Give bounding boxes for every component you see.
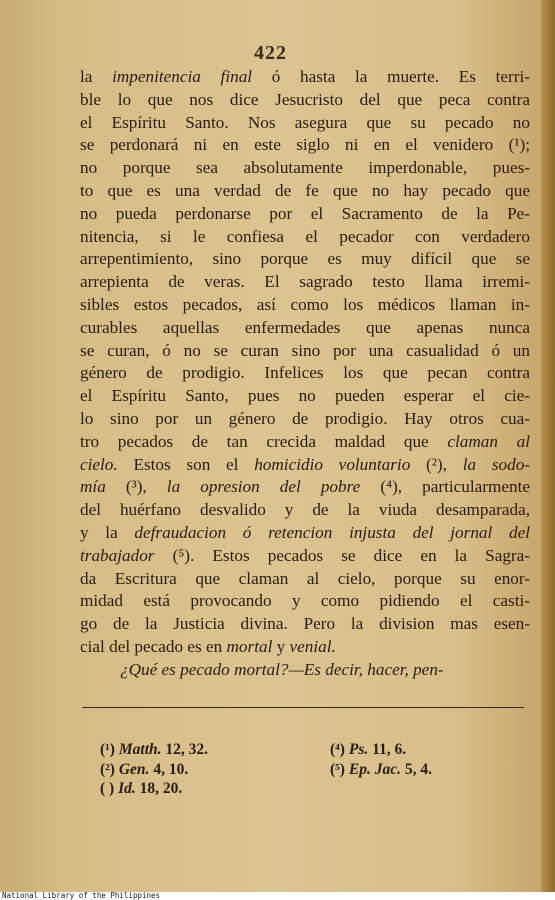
italic-text: Ep. Jac. xyxy=(348,760,401,778)
text-line xyxy=(80,362,530,385)
text-run: ); xyxy=(519,135,530,155)
text-run: lo sino por un género de prodigio. Hay otros cua- xyxy=(80,408,530,428)
text-line xyxy=(80,89,530,112)
text-run: da Escritura que claman al cielo, porque su enor- xyxy=(80,568,530,588)
text-run: no pueda perdonarse por el Sacramento de la Pe- xyxy=(80,203,530,223)
text-run: midad está provocando y como pidiendo el casti- xyxy=(80,591,530,611)
text-run: nitencia, si le confiesa el pecador con verdadero xyxy=(80,226,530,246)
text-line xyxy=(80,613,530,636)
text-run: (¹) xyxy=(100,741,119,758)
library-credit: National Library of the Philippines xyxy=(2,891,161,900)
text-run: el Espíritu Santo, pues no pueden esperar el cie- xyxy=(80,386,530,406)
text-run: arrepentimiento, sino porque es muy difícil que se xyxy=(80,249,530,269)
text-line xyxy=(80,476,530,499)
footnote-item xyxy=(330,760,432,780)
italic-text: Ps. xyxy=(348,741,369,758)
text-run: género de prodigio. Infelices los que pecan contra xyxy=(80,363,530,383)
text-run: la xyxy=(80,67,113,86)
text-run: 18, 20. xyxy=(135,780,183,797)
text-run: 5, 4. xyxy=(400,760,432,778)
footnote-item xyxy=(100,779,208,799)
text-run: 12, 32. xyxy=(161,741,208,758)
footnote-item xyxy=(330,740,432,760)
italic-text: la opresion del pobre xyxy=(166,477,361,497)
text-line xyxy=(80,112,530,135)
text-run: (³), xyxy=(105,477,167,497)
text-run: tro pecados de tan crecida maldad que xyxy=(80,431,448,451)
text-run: (²) xyxy=(100,760,119,778)
text-line xyxy=(80,317,530,340)
footnotes-left-column xyxy=(100,740,208,799)
footnote-item xyxy=(100,760,208,780)
text-run: (²), xyxy=(410,454,463,474)
text-run: (⁴) xyxy=(330,741,349,758)
text-line xyxy=(80,590,530,613)
text-line xyxy=(80,340,530,363)
text-line xyxy=(80,545,530,568)
text-run: curables aquellas enfermedades que apenas nunca xyxy=(80,317,530,337)
italic-text: ¿Qué es pecado mortal?—Es decir, hacer, pen- xyxy=(120,659,444,679)
italic-text: impenitencia final xyxy=(112,67,253,86)
text-run: ble lo que nos dice Jesucristo del que peca contra xyxy=(80,89,530,109)
text-run: no porque sea absolutamente imperdonable, pues- xyxy=(80,158,530,178)
italic-text: venial. xyxy=(289,636,336,656)
italic-text: Gen. xyxy=(118,760,150,778)
text-run: ( ) xyxy=(100,780,119,797)
text-run: arrepienta de veras. El sagrado testo llama irremi- xyxy=(80,272,530,292)
footnote-item xyxy=(100,740,208,760)
italic-text: Matth. xyxy=(118,741,162,758)
text-run: del huérfano desvalido y de la viuda desamparada, xyxy=(80,500,530,520)
italic-text: trabajador xyxy=(80,545,155,565)
italic-text: claman al xyxy=(447,431,530,451)
text-line xyxy=(80,659,530,682)
text-line xyxy=(80,157,530,180)
text-run: go de la Justicia divina. Pero la division mas esen- xyxy=(80,614,530,634)
italic-text: cielo. xyxy=(80,454,118,474)
italic-text: Id. xyxy=(118,780,136,797)
text-line xyxy=(80,203,530,226)
text-line xyxy=(80,180,530,203)
body-text xyxy=(80,66,530,682)
footnote-rule xyxy=(82,707,524,708)
text-run: cial del pecado es en xyxy=(80,636,227,656)
italic-text: la sodo- xyxy=(462,454,531,474)
text-run: y la xyxy=(80,522,135,542)
italic-text: mortal xyxy=(226,636,273,656)
text-run: ¹ xyxy=(514,135,520,155)
text-run: 4, 10. xyxy=(149,760,189,778)
text-line xyxy=(80,271,530,294)
text-line xyxy=(80,134,530,157)
text-run: 11, 6. xyxy=(368,741,407,758)
text-line xyxy=(80,408,530,431)
text-line xyxy=(80,248,530,271)
text-run: sibles estos pecados, así como los médicos llaman in- xyxy=(80,294,530,314)
text-line xyxy=(80,294,530,317)
italic-text: mía xyxy=(80,477,106,497)
italic-text: homicidio voluntario xyxy=(254,454,411,474)
text-run: se perdonará ni en este siglo ni en el venidero ( xyxy=(80,135,515,155)
text-line xyxy=(80,431,530,454)
text-run: (⁵). Estos pecados se dice en la Sagra- xyxy=(154,545,530,565)
italic-text: defraudacion ó retencion injusta del jornal del xyxy=(134,522,531,542)
text-line xyxy=(80,522,530,545)
text-run: y xyxy=(272,636,290,656)
text-line xyxy=(80,66,530,89)
text-line xyxy=(80,499,530,522)
text-line xyxy=(80,226,530,249)
text-line xyxy=(80,568,530,591)
text-run: el Espíritu Santo. Nos asegura que su pecado no xyxy=(80,112,530,132)
text-run: (⁵) xyxy=(330,760,349,778)
text-line xyxy=(80,636,530,659)
text-run: Estos son el xyxy=(117,454,255,474)
text-run: to que es una verdad de fe que no hay pecado que xyxy=(80,180,530,200)
text-line xyxy=(80,385,530,408)
page-number: 422 xyxy=(254,42,287,64)
text-run: ó hasta la muerte. Es terri- xyxy=(252,67,530,86)
text-run: se curan, ó no se curan sino por una casualidad ó un xyxy=(80,340,530,360)
text-run: (⁴), particularmente xyxy=(360,477,530,497)
page-edge xyxy=(541,0,555,892)
text-line xyxy=(80,454,530,477)
footnotes-right-column xyxy=(330,740,432,779)
